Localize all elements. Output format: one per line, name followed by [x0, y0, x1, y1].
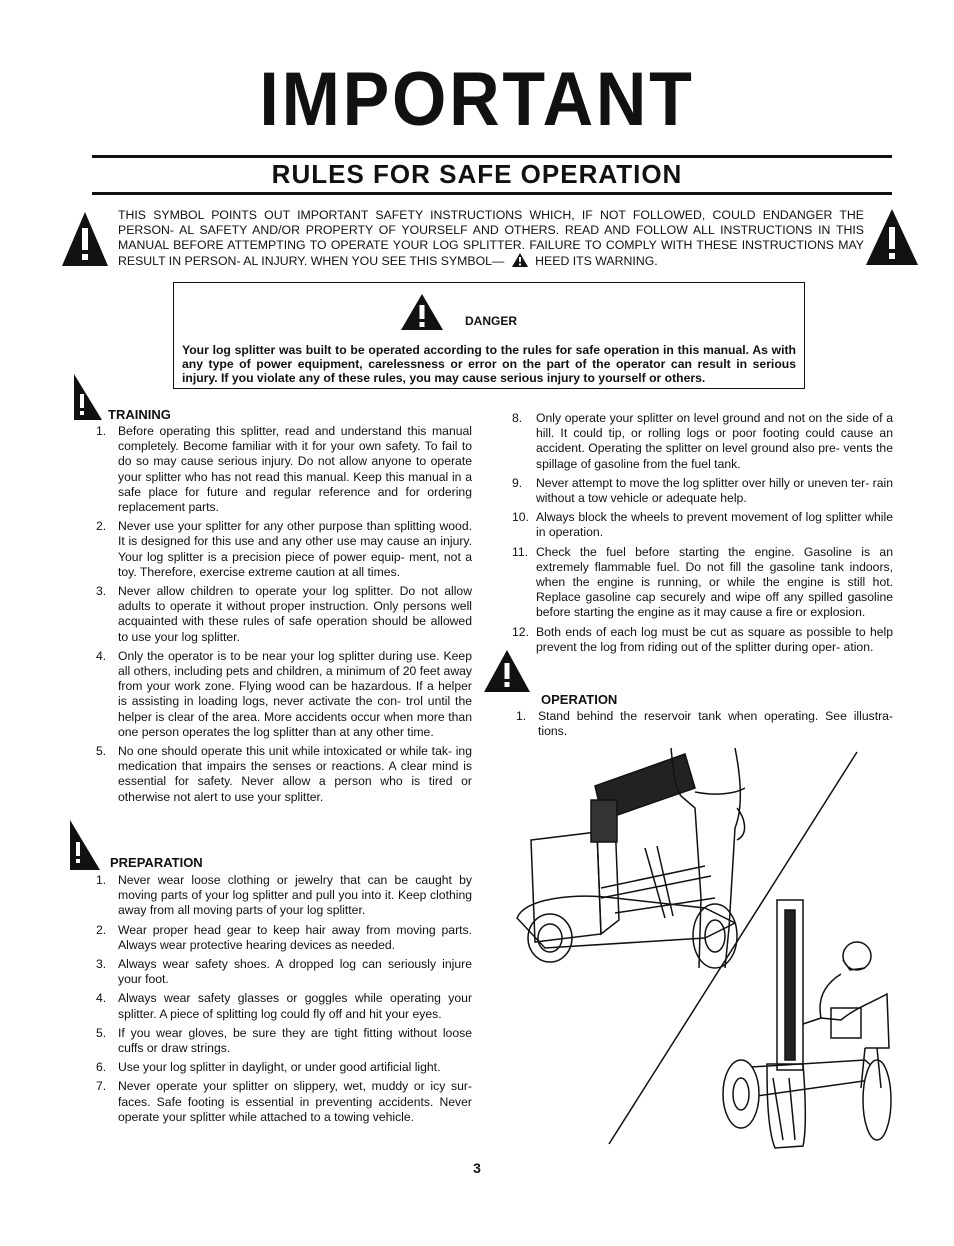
page-subtitle: RULES FOR SAFE OPERATION — [271, 159, 683, 189]
list-item: 9. Never attempt to move the log splitter over hilly or uneven ter- rain without a tow vehicle or adequate help. — [512, 475, 893, 506]
list-item: 2. Wear proper head gear to keep hair away from moving parts. Always wear protective hearing devices as needed. — [96, 922, 472, 952]
bottom-rule — [92, 192, 892, 195]
warning-triangle-icon — [68, 372, 104, 422]
preparation-list — [96, 873, 472, 1129]
operation-heading: OPERATION — [541, 692, 618, 707]
top-rule — [92, 155, 892, 158]
intro-warning-text — [118, 208, 864, 269]
list-item: 4. Always wear safety glasses or goggles while operating your splitter. A piece of splitting log could fly off and hit your eyes. — [96, 991, 472, 1021]
warning-triangle-icon — [864, 207, 920, 267]
training-list — [96, 424, 472, 809]
list-item: 6. Use your log splitter in daylight, or under good artificial light. — [96, 1060, 441, 1075]
intro-text-after: HEED ITS WARNING. — [535, 254, 658, 268]
page-title: IMPORTANT — [259, 57, 695, 142]
list-item: 5. No one should operate this unit while intoxicated or while tak- ing medication that impairs the senses or reactions. A clear mind is essential for safety. Never allow a person who is tired or otherwise not alert to use your splitter. — [96, 744, 472, 804]
preparation-heading: PREPARATION — [110, 855, 203, 870]
list-item: 2. Never use your splitter for any other purpose than splitting wood. It is designed for this use and any other use may cause an injury. Your log splitter is a precision piece of power equip- ment, not a toy. Therefore, exercise extreme caution at all times. — [96, 519, 472, 579]
list-item: 1. Never wear loose clothing or jewelry that can be caught by moving parts of your log splitter and pull you into it. Keep clothing away from all moving parts of your log splitter. — [96, 873, 472, 918]
list-item: 8. Only operate your splitter on level ground and not on the side of a hill. It could tip, or rolling logs or poor footing could cause an accident. Operating the splitter on level ground also pre- vents the spillage of gasoline from the fuel tank. — [512, 411, 893, 471]
danger-text: Your log splitter was built to be operated according to the rules for safe operation in this manual. As with any type of power equipment, carelessness or error on the part of the operator can result in serious injury. If you violate any of these rules, you may cause serious injury to yourself or others. — [182, 343, 796, 385]
intro-text-before: THIS SYMBOL POINTS OUT IMPORTANT SAFETY INSTRUCTIONS WHICH, IF NOT FOLLOWED, COULD ENDANGER THE PERSON- AL SAFETY AND/OR PROPERTY OF YOURSELF AND OTHERS. READ AND FOLLOW ALL INSTRUCTIONS IN THIS MANUAL BEFORE ATTEMPTING TO OPERATE YOUR LOG SPLITTER. FAILURE TO COMPLY WITH THESE INSTRUCTIONS MAY RESULT IN PERSON- AL INJURY. WHEN YOU SEE THIS SYMBOL— — [118, 208, 864, 268]
list-item: 1. Before operating this splitter, read and understand this manual completely. Become familiar with it for your own safety. To fail to do so may cause serious injury. Do not allow anyone to operate your splitter who has not read this manual. Keep this manual in a safe place for future and regular reference and for ordering replacement parts. — [96, 424, 472, 515]
warning-triangle-icon — [482, 648, 532, 694]
danger-triangle-icon — [400, 293, 444, 331]
list-item: 12. Both ends of each log must be cut as square as possible to help prevent the log from riding out of the splitter during oper- ation. — [512, 624, 893, 654]
list-item: 3. Always wear safety shoes. A dropped log can seriously injure your foot. — [96, 957, 472, 987]
warning-triangle-icon — [512, 253, 528, 267]
list-item: 1. Stand behind the reservoir tank when operating. See illustra- tions. — [516, 709, 893, 739]
danger-label: DANGER — [465, 314, 518, 328]
training-heading: TRAINING — [108, 407, 171, 422]
list-item: 7. Never operate your splitter on slippery, wet, muddy or icy sur- faces. Safe footing is essential in preventing accidents. Never operate your splitter while attached to a towing vehicle. — [96, 1079, 472, 1124]
warning-triangle-icon — [62, 818, 102, 872]
list-item: 10. Always block the wheels to prevent movement of log splitter while in operation. — [512, 510, 893, 540]
log-splitter-illustration — [505, 748, 900, 1158]
operation-list — [516, 709, 893, 743]
page-number: 3 — [473, 1160, 481, 1176]
list-item: 11. Check the fuel before starting the engine. Gasoline is an extremely flammable fuel. Do not fill the gasoline tank indoors, when the engine is running, or while the engine is still hot. Replace gasoline cap securely and wipe off any spilled gasoline before starting the engine as it may cause a fire or explosion. — [512, 544, 893, 620]
warning-triangle-icon — [60, 210, 110, 268]
list-item: 5. If you wear gloves, be sure they are tight fitting without loose cuffs or draw strings. — [96, 1025, 472, 1056]
right-rules-list — [512, 411, 893, 659]
list-item: 4. Only the operator is to be near your log splitter during use. Keep all others, including pets and children, a minimum of 20 feet away from your work zone. Flying wood can be hazardous. If a helper is assisting in loading logs, never activate the con- trol until the helper is clear of the area. More accidents occur when more than one person operates the log splitter than at any other time. — [96, 648, 472, 739]
list-item: 3. Never allow children to operate your log splitter. Do not allow adults to operate it without proper instruction. Only persons well acquainted with these rules of safe operation should be allowed to use your log splitter. — [96, 584, 472, 644]
danger-box — [173, 282, 805, 389]
